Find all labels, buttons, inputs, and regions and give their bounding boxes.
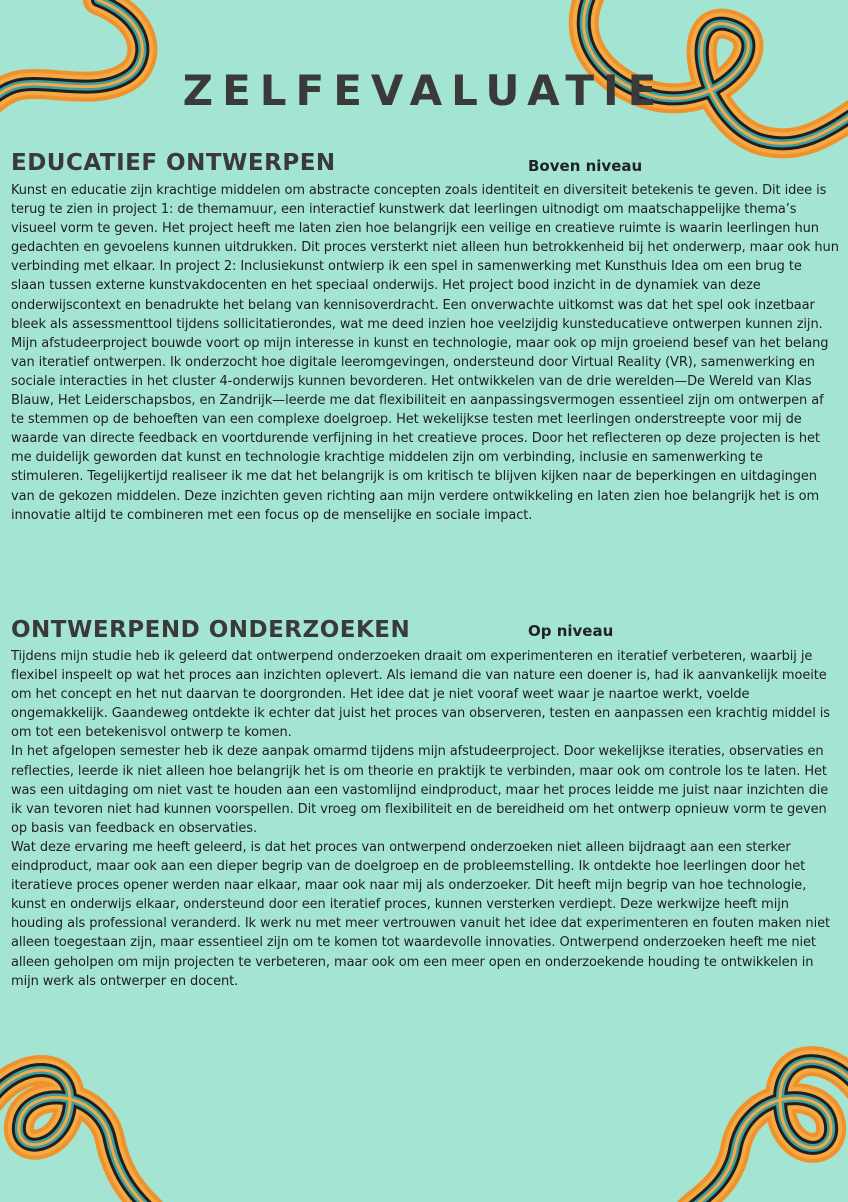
- level-badge-boven-niveau: Boven niveau: [528, 157, 643, 175]
- level-badge-op-niveau: Op niveau: [528, 622, 614, 640]
- swirl-bottom-right: [690, 1061, 848, 1202]
- page-title: ZELFEVALUATIE: [182, 66, 666, 115]
- paragraph: Tijdens mijn studie heb ik geleerd dat ontwerpend onderzoeken draait om experimenteren en iteratief verbeteren, waarbij je flexibel inspeelt op wat het proces aan inzichten oplevert. Als iemand die van nature een doener is, had ik aanvankelijk moeite om het concept en het nut daarvan te doorgronden. Het idee dat je niet vooraf weet waar je naartoe werkt, voelde ongemakkelijk. Gaandeweg ontdekte ik echter dat juist het proces van observeren, testen en aanpassen een krachtig middel is om tot een betekenisvol ontwerp te komen.: [11, 649, 830, 741]
- section-heading-educatief-ontwerpen: EDUCATIEF ONTWERPEN: [11, 150, 336, 176]
- section-body-educatief-ontwerpen: [11, 181, 839, 525]
- swirl-bottom-left: [0, 1070, 150, 1202]
- paragraph: In het afgelopen semester heb ik deze aanpak omarmd tijdens mijn afstudeerproject. Door wekelijkse iteraties, observaties en reflecties, leerde ik niet alleen hoe belangrijk het is om theorie en praktijk te verbinden, maar ook om controle los te laten. Het was een uitdaging om niet vast te houden aan een vastomlijnd eindproduct, maar het proces leidde me juist naar inzichten die ik van tevoren niet had kunnen voorspellen. Dit vroeg om flexibiliteit en de bereidheid om het ontwerp opnieuw vorm te geven op basis van feedback en observaties.: [11, 744, 829, 836]
- section-body-ontwerpend-onderzoeken: [11, 647, 839, 991]
- section-heading-ontwerpend-onderzoeken: ONTWERPEND ONDERZOEKEN: [11, 617, 411, 643]
- paragraph: Kunst en educatie zijn krachtige middelen om abstracte concepten zoals identiteit en diversiteit betekenis te geven. Dit idee is terug te zien in project 1: de themamuur, een interactief kunstwerk dat leerlingen uitnodigt om maatschappelijke thema’s visueel vorm te geven. Het project heeft me laten zien hoe belangrijk een veilige en creatieve ruimte is waarin leerlingen hun gedachten en gevoelens kunnen uitdrukken. Dit proces versterkt niet alleen hun betrokkenheid bij het onderwerp, maar ook hun verbinding met elkaar. In project 2: Inclusiekunst ontwierp ik een spel in samenwerking met Kunsthuis Idea om een brug te slaan tussen externe kunstvakdocenten en het speciaal onderwijs. Het project bood inzicht in de dynamiek van deze onderwijscontext en benadrukte het belang van kennisoverdracht. Een onverwachte uitkomst was dat het spel ook inzetbaar bleek als assessmenttool tijdens sollicitatierondes, wat me deed inzien hoe veelzijdig kunsteducatieve ontwerpen kunnen zijn. Mijn afstudeerproject bouwde voort op mijn interesse in kunst en technologie, maar ook op mijn groeiend besef van het belang van iteratief ontwerpen. Ik onderzocht hoe digitale leeromgevingen, ondersteund door Virtual Reality (VR), samenwerking en sociale interacties in het cluster 4-onderwijs kunnen bevorderen. Het ontwikkelen van de drie werelden—De Wereld van Klas Blauw, Het Leiderschapsbos, en Zandrijk—leerde me dat flexibiliteit en aanpassingsvermogen essentieel zijn om ontwerpen af te stemmen op de behoeften van een complexe doelgroep. Het wekelijkse testen met leerlingen onderstreepte voor mij de waarde van directe feedback en voortdurende verfijning in het creatieve proces. Door het reflecteren op deze projecten is het me duidelijk geworden dat kunst en technologie krachtige middelen zijn om verbinding, inclusie en samenwerking te stimuleren. Tegelijkertijd realiseer ik me dat het belangrijk is om kritisch te blijven kijken naar de beperkingen en uitdagingen van de gekozen middelen. Deze inzichten geven richting aan mijn verdere ontwikkeling en laten zien hoe belangrijk het is om innovatie altijd te combineren met een focus op de menselijke en sociale impact.: [11, 183, 839, 523]
- paragraph: Wat deze ervaring me heeft geleerd, is dat het proces van ontwerpend onderzoeken niet alleen bijdraagt aan een sterker eindproduct, maar ook aan een dieper begrip van de doelgroep en de probleemstelling. Ik ontdekte hoe leerlingen door het iteratieve proces opener werden naar elkaar, maar ook naar mij als onderzoeker. Dit heeft mijn begrip van hoe technologie, kunst en onderwijs elkaar, ondersteund door een iteratief proces, kunnen versterken verdiept. Deze werkwijze heeft mijn houding als professional veranderd. Ik werk nu met meer vertrouwen vanuit het idee dat experimenteren en fouten maken niet alleen toegestaan zijn, maar essentieel zijn om te komen tot waardevolle innovaties. Ontwerpend onderzoeken heeft me niet alleen geholpen om mijn projecten te verbeteren, maar ook om een meer open en onderzoekende houding te ontwikkelen in mijn werk als ontwerper en docent.: [11, 839, 830, 989]
